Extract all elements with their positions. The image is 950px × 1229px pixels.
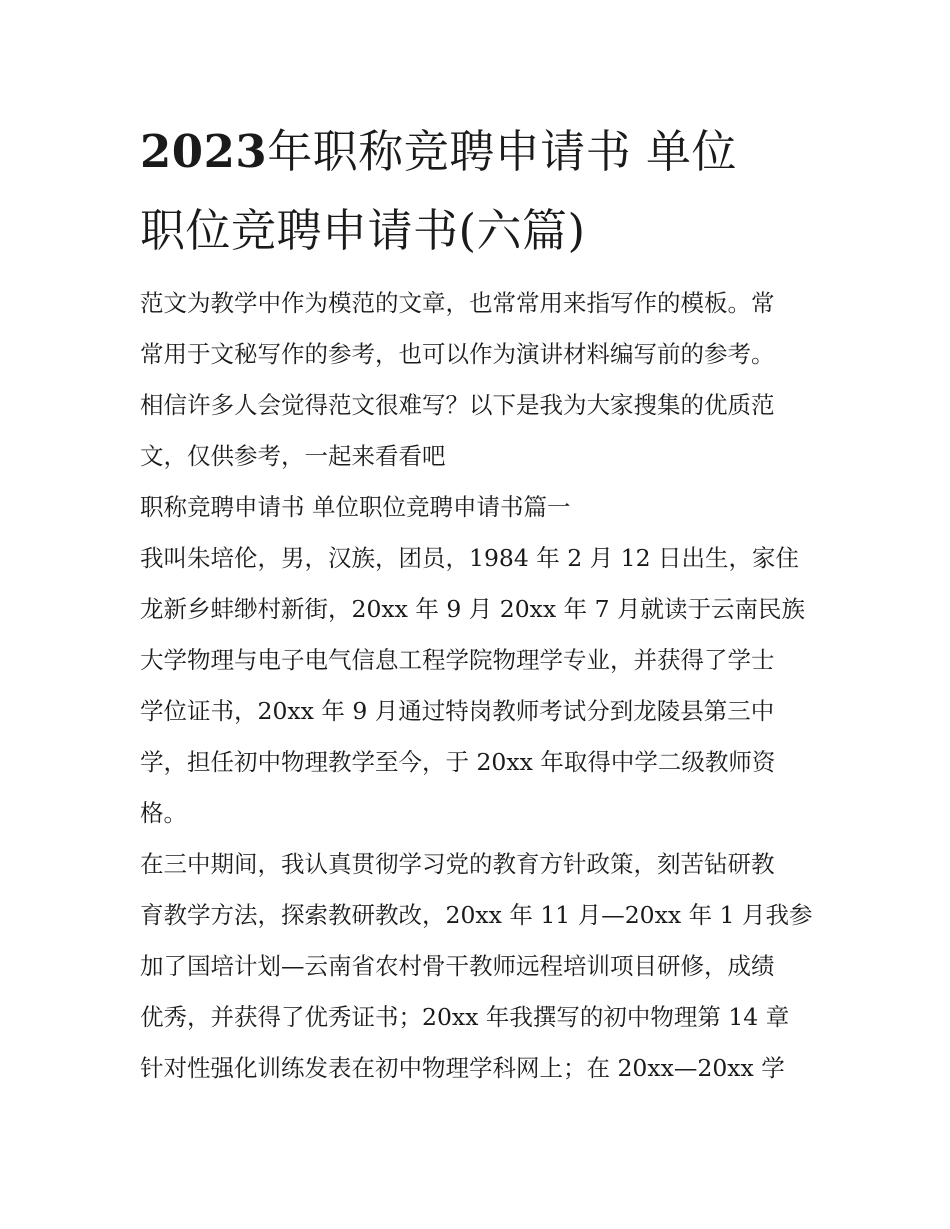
paragraph-2-line-1: 在三中期间，我认真贯彻学习党的教育方针政策，刻苦钻研教 (140, 850, 775, 878)
title-line-1 (140, 112, 820, 191)
paragraph-2-line-3: 加了国培计划—云南省农村骨干教师远程培训项目研修，成绩 (140, 952, 775, 980)
paragraph-1-line-3: 大学物理与电子电气信息工程学院物理学专业，并获得了学士 (140, 646, 775, 674)
document-title (140, 112, 820, 270)
intro-line-4: 文，仅供参考，一起来看看吧 (140, 442, 446, 470)
title-line-1-text: 年职称竞聘申请书 单位 (267, 125, 738, 178)
paragraph-2-line-2: 育教学方法，探索教研教改，20xx 年 11 月—20xx 年 1 月我参 (140, 901, 813, 929)
intro-line-1: 范文为教学中作为模范的文章，也常常用来指写作的模板。常 (140, 289, 775, 317)
document-page (140, 112, 820, 1094)
title-year: 2023 (140, 125, 268, 178)
intro-line-3: 相信许多人会觉得范文很难写？以下是我为大家搜集的优质范 (140, 391, 775, 419)
paragraph-1-line-6: 格。 (140, 799, 187, 827)
paragraph-1-line-1: 我叫朱培伦，男，汉族，团员，1984 年 2 月 12 日出生，家住 (140, 544, 800, 572)
section-heading: 职称竞聘申请书 单位职位竞聘申请书篇一 (140, 493, 571, 521)
document-body (140, 278, 820, 1094)
paragraph-1-line-2: 龙新乡蚌缈村新街，20xx 年 9 月 20xx 年 7 月就读于云南民族 (140, 595, 806, 623)
paragraph-2-line-4: 优秀，并获得了优秀证书；20xx 年我撰写的初中物理第 14 章 (140, 1003, 790, 1031)
paragraph-2-line-5: 针对性强化训练发表在初中物理学科网上；在 20xx—20xx 学 (140, 1054, 785, 1082)
paragraph-1-line-4: 学位证书，20xx 年 9 月通过特岗教师考试分到龙陵县第三中 (140, 697, 775, 725)
paragraph-1-line-5: 学，担任初中物理教学至今，于 20xx 年取得中学二级教师资 (140, 748, 776, 776)
title-line-2: 职位竞聘申请书(六篇) (140, 204, 586, 257)
intro-line-2: 常用于文秘写作的参考，也可以作为演讲材料编写前的参考。 (140, 340, 775, 368)
